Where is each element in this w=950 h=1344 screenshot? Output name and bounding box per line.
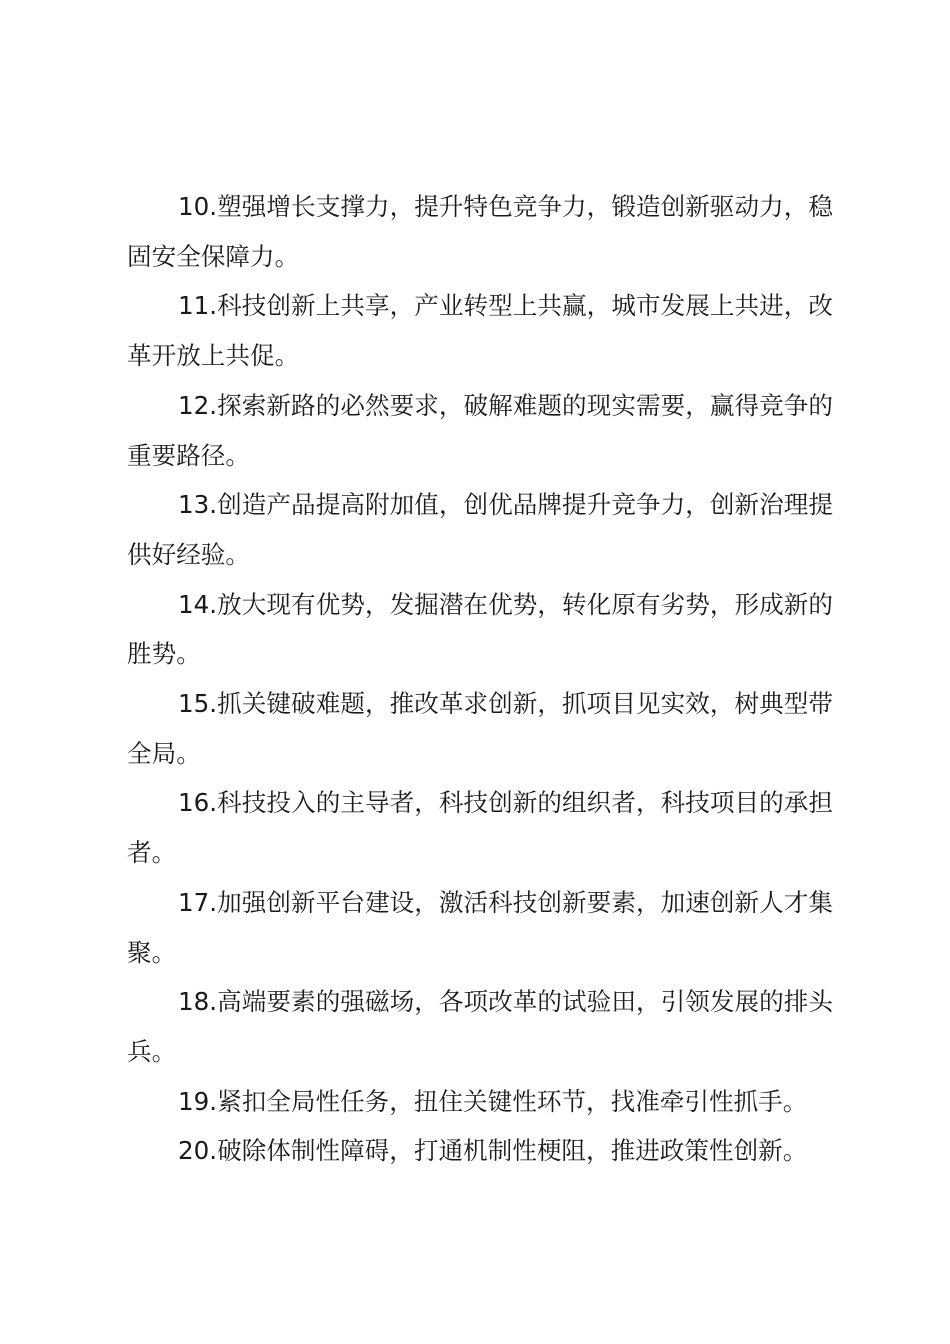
paragraph-18: 18.高端要素的强磁场，各项改革的试验田，引领发展的排头兵。: [127, 987, 833, 1066]
paragraph-20: 20.破除体制性障碍，打通机制性梗阻，推进政策性创新。: [178, 1136, 808, 1166]
paragraph-13: 13.创造产品提高附加值，创优品牌提升竞争力，创新治理提供好经验。: [127, 490, 833, 569]
paragraph-15: 15.抓关键破难题，推改革求创新，抓项目见实效，树典型带全局。: [127, 689, 833, 768]
paragraph-10: 10.塑强增长支撑力，提升特色竞争力，锻造创新驱动力，稳固安全保障力。: [127, 192, 833, 271]
document-body: [127, 182, 833, 1176]
paragraph-14: 14.放大现有优势，发掘潜在优势，转化原有劣势，形成新的胜势。: [127, 589, 833, 669]
paragraph-19: 19.紧扣全局性任务，扭住关键性环节，找准牵引性抓手。: [178, 1086, 808, 1116]
paragraph-12: 12.探索新路的必然要求，破解难题的现实需要，赢得竞争的重要路径。: [127, 390, 833, 470]
paragraph-16: 16.科技投入的主导者，科技创新的组织者，科技项目的承担者。: [127, 788, 833, 868]
paragraph-17: 17.加强创新平台建设，激活科技创新要素，加速创新人才集聚。: [127, 887, 833, 967]
paragraph-11: 11.科技创新上共享，产业转型上共赢，城市发展上共进，改革开放上共促。: [127, 291, 833, 371]
